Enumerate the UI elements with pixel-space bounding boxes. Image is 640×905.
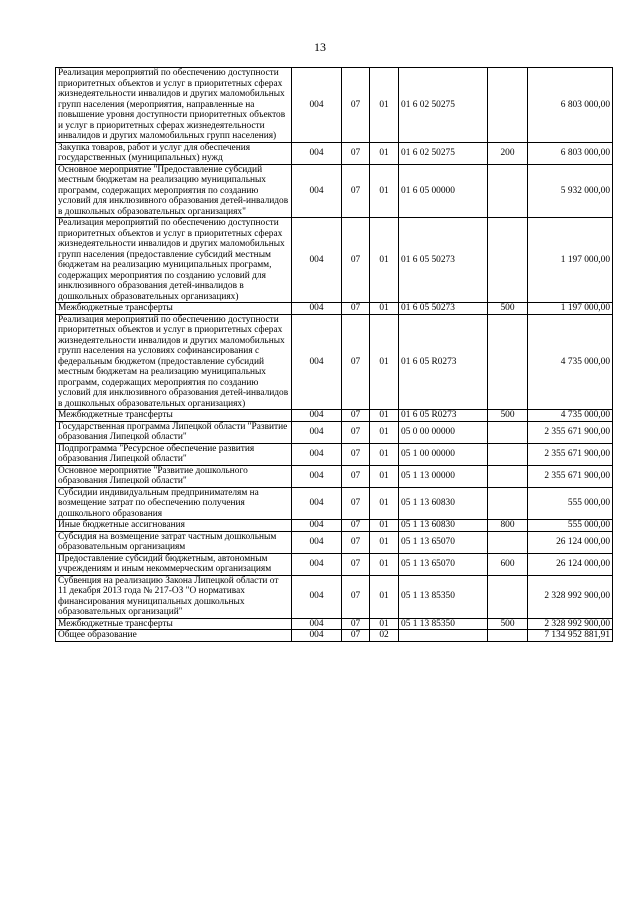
row-ved-code: 004 bbox=[292, 421, 342, 443]
table-row bbox=[56, 68, 613, 143]
table-row bbox=[56, 618, 613, 630]
row-amount: 4 735 000,00 bbox=[528, 314, 613, 410]
row-section-code: 07 bbox=[342, 531, 370, 553]
row-subsection-code: 01 bbox=[370, 443, 399, 465]
table-row bbox=[56, 465, 613, 487]
row-target-article bbox=[399, 630, 488, 642]
row-subsection-code: 01 bbox=[370, 553, 399, 575]
row-section-code: 07 bbox=[342, 314, 370, 410]
row-subsection-code: 01 bbox=[370, 410, 399, 422]
row-amount: 2 355 671 900,00 bbox=[528, 421, 613, 443]
table-row bbox=[56, 303, 613, 315]
row-section-code: 07 bbox=[342, 443, 370, 465]
row-section-code: 07 bbox=[342, 218, 370, 303]
table-row bbox=[56, 531, 613, 553]
row-amount: 7 134 952 881,91 bbox=[528, 630, 613, 642]
row-expense-type: 800 bbox=[488, 520, 528, 532]
table-row bbox=[56, 164, 613, 218]
row-section-code: 07 bbox=[342, 164, 370, 218]
row-target-article: 01 6 05 00000 bbox=[399, 164, 488, 218]
row-target-article: 01 6 02 50275 bbox=[399, 68, 488, 143]
row-expense-type bbox=[488, 164, 528, 218]
row-expense-type bbox=[488, 68, 528, 143]
row-section-code: 07 bbox=[342, 575, 370, 618]
row-ved-code: 004 bbox=[292, 553, 342, 575]
row-target-article: 01 6 02 50275 bbox=[399, 142, 488, 164]
row-expense-type bbox=[488, 487, 528, 520]
row-section-code: 07 bbox=[342, 465, 370, 487]
row-ved-code: 004 bbox=[292, 410, 342, 422]
row-ved-code: 004 bbox=[292, 218, 342, 303]
row-name: Субвенция на реализацию Закона Липецкой области от 11 декабря 2013 года № 217-ОЗ "О нормативах финансирования муниципальных дошкольных образовательных организаций" bbox=[56, 575, 292, 618]
row-ved-code: 004 bbox=[292, 618, 342, 630]
row-amount: 2 328 992 900,00 bbox=[528, 575, 613, 618]
row-section-code: 07 bbox=[342, 142, 370, 164]
row-name: Субсидии индивидуальным предпринимателям на возмещение затрат по обеспечению получения дошкольного образования bbox=[56, 487, 292, 520]
row-subsection-code: 01 bbox=[370, 142, 399, 164]
row-target-article: 05 1 13 65070 bbox=[399, 531, 488, 553]
row-section-code: 07 bbox=[342, 618, 370, 630]
budget-table bbox=[55, 67, 613, 642]
row-subsection-code: 01 bbox=[370, 618, 399, 630]
row-subsection-code: 01 bbox=[370, 314, 399, 410]
row-ved-code: 004 bbox=[292, 465, 342, 487]
row-section-code: 07 bbox=[342, 487, 370, 520]
table-row bbox=[56, 553, 613, 575]
table-row bbox=[56, 218, 613, 303]
row-expense-type bbox=[488, 443, 528, 465]
row-target-article: 05 1 13 85350 bbox=[399, 575, 488, 618]
table-row bbox=[56, 487, 613, 520]
row-subsection-code: 01 bbox=[370, 520, 399, 532]
table-row bbox=[56, 443, 613, 465]
row-name: Реализация мероприятий по обеспечению доступности приоритетных объектов и услуг в приоритетных сферах жизнедеятельности инвалидов и других маломобильных групп населения на условиях софинансирования с федеральным бюджетом (предоставление субсидий местным бюджетам на реализацию муниципальных программ, содержащих мероприятия по созданию условий для инклюзивного образования детей-инвалидов в дошкольных образовательных организациях) bbox=[56, 314, 292, 410]
row-target-article: 05 1 13 85350 bbox=[399, 618, 488, 630]
row-section-code: 07 bbox=[342, 303, 370, 315]
row-target-article: 01 6 05 R0273 bbox=[399, 314, 488, 410]
row-ved-code: 004 bbox=[292, 520, 342, 532]
row-amount: 4 735 000,00 bbox=[528, 410, 613, 422]
row-amount: 2 328 992 900,00 bbox=[528, 618, 613, 630]
table-row bbox=[56, 575, 613, 618]
row-target-article: 05 0 00 00000 bbox=[399, 421, 488, 443]
row-subsection-code: 01 bbox=[370, 487, 399, 520]
row-expense-type bbox=[488, 218, 528, 303]
row-target-article: 05 1 13 60830 bbox=[399, 487, 488, 520]
row-expense-type: 500 bbox=[488, 303, 528, 315]
row-expense-type: 500 bbox=[488, 410, 528, 422]
row-expense-type bbox=[488, 575, 528, 618]
row-subsection-code: 02 bbox=[370, 630, 399, 642]
row-amount: 6 803 000,00 bbox=[528, 142, 613, 164]
row-section-code: 07 bbox=[342, 520, 370, 532]
row-target-article: 01 6 05 50273 bbox=[399, 303, 488, 315]
row-name: Реализация мероприятий по обеспечению доступности приоритетных объектов и услуг в приоритетных сферах жизнедеятельности инвалидов и других маломобильных групп населения (предоставление субсидий местным бюджетам на реализацию муниципальных программ, содержащих мероприятия по созданию условий для инклюзивного образования детей-инвалидов в дошкольных образовательных организациях) bbox=[56, 218, 292, 303]
row-target-article: 05 1 13 60830 bbox=[399, 520, 488, 532]
table-row bbox=[56, 410, 613, 422]
row-subsection-code: 01 bbox=[370, 575, 399, 618]
row-name: Государственная программа Липецкой области "Развитие образования Липецкой области" bbox=[56, 421, 292, 443]
row-ved-code: 004 bbox=[292, 531, 342, 553]
row-section-code: 07 bbox=[342, 68, 370, 143]
row-expense-type: 600 bbox=[488, 553, 528, 575]
row-ved-code: 004 bbox=[292, 487, 342, 520]
row-amount: 6 803 000,00 bbox=[528, 68, 613, 143]
row-ved-code: 004 bbox=[292, 142, 342, 164]
row-amount: 555 000,00 bbox=[528, 487, 613, 520]
row-name: Субсидия на возмещение затрат частным дошкольным образовательным организациям bbox=[56, 531, 292, 553]
row-subsection-code: 01 bbox=[370, 465, 399, 487]
page-number: 13 bbox=[314, 40, 326, 54]
row-section-code: 07 bbox=[342, 553, 370, 575]
row-expense-type bbox=[488, 314, 528, 410]
row-ved-code: 004 bbox=[292, 443, 342, 465]
row-target-article: 05 1 13 65070 bbox=[399, 553, 488, 575]
row-name: Закупка товаров, работ и услуг для обеспечения государственных (муниципальных) нужд bbox=[56, 142, 292, 164]
table-row bbox=[56, 520, 613, 532]
row-subsection-code: 01 bbox=[370, 218, 399, 303]
row-amount: 26 124 000,00 bbox=[528, 553, 613, 575]
table-row bbox=[56, 630, 613, 642]
row-expense-type: 500 bbox=[488, 618, 528, 630]
row-ved-code: 004 bbox=[292, 575, 342, 618]
row-name: Подпрограмма "Ресурсное обеспечение развития образования Липецкой области" bbox=[56, 443, 292, 465]
row-subsection-code: 01 bbox=[370, 68, 399, 143]
row-amount: 26 124 000,00 bbox=[528, 531, 613, 553]
row-section-code: 07 bbox=[342, 410, 370, 422]
row-amount: 555 000,00 bbox=[528, 520, 613, 532]
row-amount: 5 932 000,00 bbox=[528, 164, 613, 218]
row-ved-code: 004 bbox=[292, 630, 342, 642]
row-target-article: 01 6 05 50273 bbox=[399, 218, 488, 303]
row-target-article: 05 1 13 00000 bbox=[399, 465, 488, 487]
budget-table-body bbox=[56, 68, 613, 642]
row-name: Основное мероприятие "Развитие дошкольного образования Липецкой области" bbox=[56, 465, 292, 487]
row-subsection-code: 01 bbox=[370, 303, 399, 315]
table-row bbox=[56, 314, 613, 410]
row-name: Основное мероприятие "Предоставление субсидий местным бюджетам на реализацию муниципальных программ, содержащих мероприятия по созданию условий для инклюзивного образования детей-инвалидов в дошкольных образовательных организациях" bbox=[56, 164, 292, 218]
row-subsection-code: 01 bbox=[370, 164, 399, 218]
table-row bbox=[56, 142, 613, 164]
row-name: Межбюджетные трансферты bbox=[56, 410, 292, 422]
row-name: Реализация мероприятий по обеспечению доступности приоритетных объектов и услуг в приоритетных сферах жизнедеятельности инвалидов и других маломобильных групп населения (мероприятия, направленные на повышение уровня доступности приоритетных объектов и услуг в приоритетных сферах жизнедеятельности инвалидов и других маломобильных групп населения) bbox=[56, 68, 292, 143]
row-amount: 2 355 671 900,00 bbox=[528, 443, 613, 465]
row-amount: 2 355 671 900,00 bbox=[528, 465, 613, 487]
row-name: Иные бюджетные ассигнования bbox=[56, 520, 292, 532]
row-amount: 1 197 000,00 bbox=[528, 218, 613, 303]
row-expense-type bbox=[488, 465, 528, 487]
row-ved-code: 004 bbox=[292, 164, 342, 218]
row-amount: 1 197 000,00 bbox=[528, 303, 613, 315]
row-ved-code: 004 bbox=[292, 68, 342, 143]
row-expense-type bbox=[488, 421, 528, 443]
row-subsection-code: 01 bbox=[370, 531, 399, 553]
row-section-code: 07 bbox=[342, 421, 370, 443]
table-row bbox=[56, 421, 613, 443]
row-name: Межбюджетные трансферты bbox=[56, 303, 292, 315]
row-target-article: 05 1 00 00000 bbox=[399, 443, 488, 465]
row-subsection-code: 01 bbox=[370, 421, 399, 443]
row-name: Предоставление субсидий бюджетным, автономным учреждениям и иным некоммерческим организациям bbox=[56, 553, 292, 575]
row-ved-code: 004 bbox=[292, 314, 342, 410]
row-name: Межбюджетные трансферты bbox=[56, 618, 292, 630]
row-target-article: 01 6 05 R0273 bbox=[399, 410, 488, 422]
row-expense-type bbox=[488, 531, 528, 553]
row-expense-type: 200 bbox=[488, 142, 528, 164]
row-section-code: 07 bbox=[342, 630, 370, 642]
row-ved-code: 004 bbox=[292, 303, 342, 315]
row-expense-type bbox=[488, 630, 528, 642]
row-name: Общее образование bbox=[56, 630, 292, 642]
